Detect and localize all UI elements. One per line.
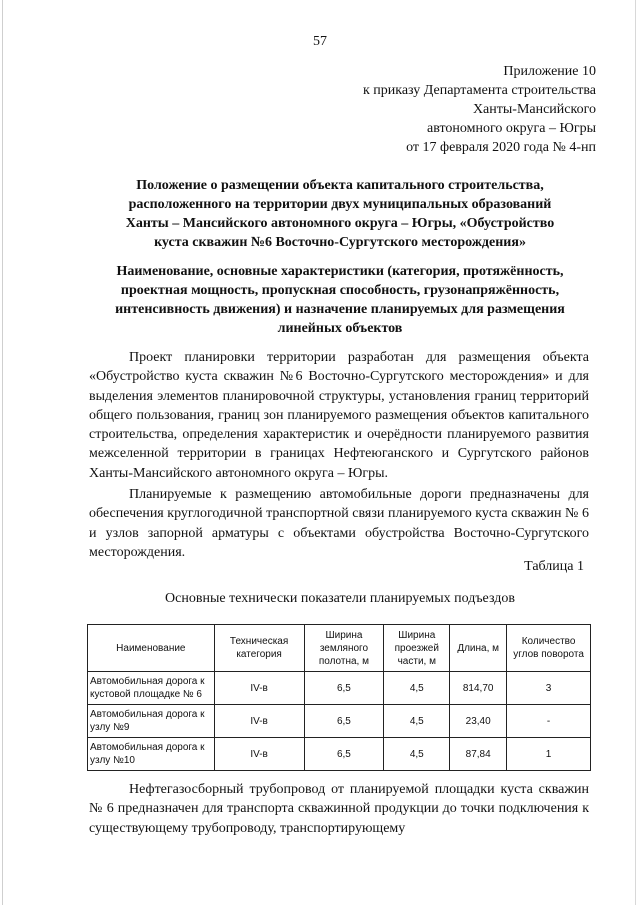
appendix-header	[296, 62, 596, 157]
cell-roadbed-width: 6,5	[304, 705, 384, 738]
title-line-2: расположенного на территории двух муниципальных образований	[128, 197, 552, 212]
specs-table	[87, 624, 591, 771]
cell-turn-count: -	[507, 705, 591, 738]
cell-name: Автомобильная дорога к узлу №10	[88, 738, 215, 771]
heading-line-1: Наименование, основные характеристики (категория, протяжённость,	[116, 264, 564, 279]
paragraph-2: Планируемые к размещению автомобильные дороги предназначены для обеспечения круглогодичной транспортной связи планируемого куста скважин № 6 и узлов запорной арматуры с объектами обустройства Восточно-Сургутского месторождения.	[89, 487, 589, 560]
paragraph-3: Нефтегазосборный трубопровод от планируемой площадки куста скважин № 6 предназначен для транспорта скважинной продукции до точки подключения к существующему трубопроводу, транспортирующему	[89, 782, 589, 836]
cell-name: Автомобильная дорога к кустовой площадке № 6	[88, 672, 215, 705]
paragraph-1: Проект планировки территории разработан для размещения объекта «Обустройство куста скважин №6 Восточно-Сургутского месторождения» и для выделения элементов планировочной структуры, установления границ территорий общего пользования, границ зон планируемого размещения объектов капитального строительства, определения характеристик и очерёдности планируемого развития межселенной территории в границах Нефтеюганского и Сургутского районов Ханты-Мансийского автономного округа – Югры.	[89, 350, 589, 481]
table-caption: Основные технически показатели планируемых подъездов	[165, 591, 515, 606]
table-row	[88, 672, 591, 705]
table-label: Таблица 1	[524, 559, 584, 574]
title-line-4: куста скважин №6 Восточно-Сургутского месторождения»	[154, 235, 526, 250]
cell-name: Автомобильная дорога к узлу №9	[88, 705, 215, 738]
header-name: Наименование	[88, 625, 215, 672]
header-turn-count: Количество углов поворота	[507, 625, 591, 672]
appendix-line-1: Приложение 10	[503, 64, 596, 79]
heading-line-4: линейных объектов	[277, 321, 403, 336]
cell-length: 87,84	[450, 738, 507, 771]
header-category: Техническая категория	[214, 625, 304, 672]
cell-length: 23,40	[450, 705, 507, 738]
table-header-row	[88, 625, 591, 672]
cell-category: IV-в	[214, 705, 304, 738]
header-carriageway-width: Ширина проезжей части, м	[384, 625, 450, 672]
cell-carriageway-width: 4,5	[384, 738, 450, 771]
appendix-line-5: от 17 февраля 2020 года № 4-нп	[406, 140, 596, 155]
title-line-3: Ханты – Мансийского автономного округа – Югры, «Обустройство	[125, 216, 555, 231]
scan-edge-left	[2, 0, 3, 905]
title-line-1: Положение о размещении объекта капитального строительства,	[136, 178, 544, 193]
appendix-line-2: к приказу Департамента строительства	[362, 83, 596, 98]
cell-carriageway-width: 4,5	[384, 672, 450, 705]
cell-turn-count: 3	[507, 672, 591, 705]
table-row	[88, 705, 591, 738]
section-heading	[90, 262, 590, 338]
cell-roadbed-width: 6,5	[304, 672, 384, 705]
header-roadbed-width: Ширина земляного полотна, м	[304, 625, 384, 672]
appendix-line-4: автономного округа – Югры	[427, 121, 596, 136]
heading-line-2: проектная мощность, пропускная способность, грузонапряжённость,	[120, 283, 560, 298]
heading-line-3: интенсивность движения) и назначение планируемых для размещения	[115, 302, 565, 317]
cell-category: IV-в	[214, 672, 304, 705]
page-number: 57	[313, 34, 327, 49]
document-title	[90, 176, 590, 252]
cell-turn-count: 1	[507, 738, 591, 771]
scan-edge-right	[635, 0, 636, 905]
cell-category: IV-в	[214, 738, 304, 771]
table-row	[88, 738, 591, 771]
cell-carriageway-width: 4,5	[384, 705, 450, 738]
appendix-line-3: Ханты-Мансийского	[472, 102, 596, 117]
cell-roadbed-width: 6,5	[304, 738, 384, 771]
header-length: Длина, м	[450, 625, 507, 672]
cell-length: 814,70	[450, 672, 507, 705]
